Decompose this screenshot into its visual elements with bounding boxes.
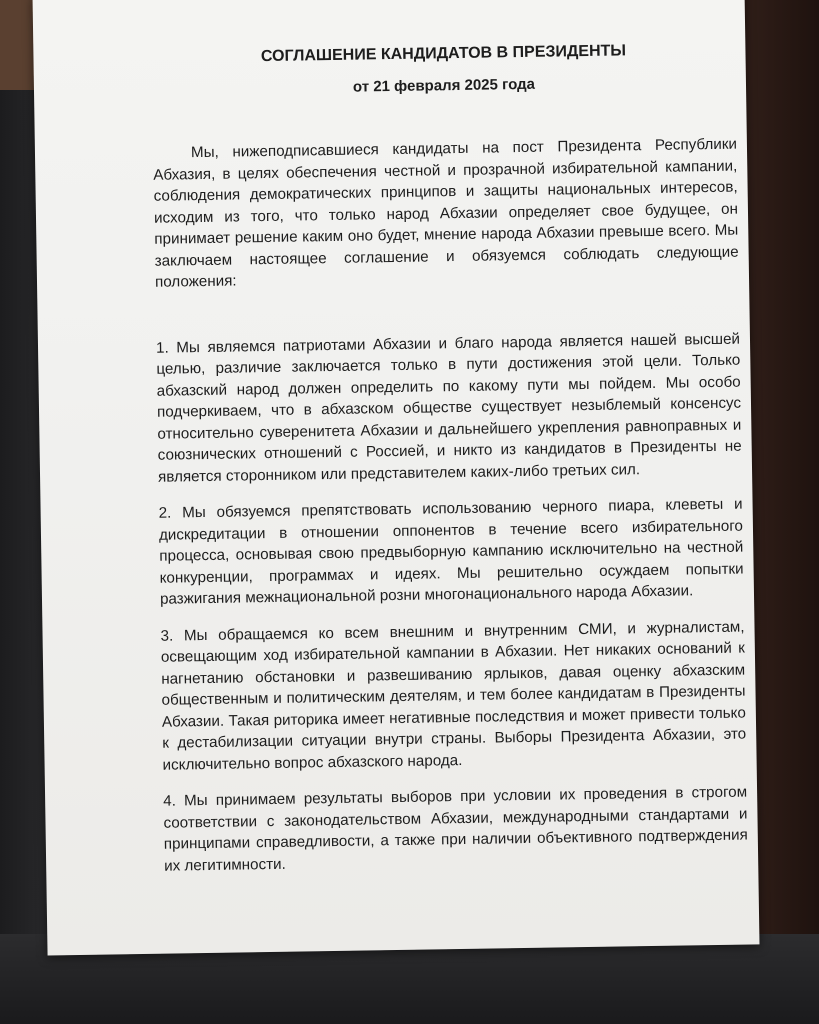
clause-1: 1. Мы являемся патриотами Абхазии и благо народа является нашей высшей целью, различие заключается только в пути достижения этой цели. Только абхазский народ должен определить по какому пути мы пойдем. Мы особо подчеркиваем, что в абхазском обществе существует незыблемый консенсус относительно суверенитета Абхазии и дальнейшего укрепления равноправных и союзнических отношений с Россией, и никто из кандидатов в Президенты не является сторонником или представителем каких-либо третьих сил. bbox=[155, 330, 742, 486]
document-date: от 21 февраля 2025 года bbox=[352, 75, 536, 96]
clause-3: 3. Мы обращаемся ко всем внешним и внутренним СМИ, и журналистам, освещающим ход избирательной кампании в Абхазии. Нет никаких оснований к нагнетанию обстановки и развешиванию ярлыков, давая оценку абхазским общественным и политическим деятелям, и тем более кандидатам в Президенты Абхазии. Такая риторика имеет негативные последствия и может привести только к дестабилизации ситуации внутри страны. Выборы Президента Абхазии, это исключительно вопрос абхазского народа. bbox=[160, 618, 747, 774]
clause-2: 2. Мы обязуемся препятствовать использованию черного пиара, клеветы и дискредитации в отношении оппонентов в течение всего избирательного процесса, основывая свою предвыборную кампанию исключительно на честной конкуренции, программах и идеях. Мы решительно осуждаем попытки разжигания межнациональной розни многонационального народа Абхазии. bbox=[158, 495, 744, 608]
paper-sheet bbox=[33, 0, 760, 956]
document-title: СОГЛАШЕНИЕ КАНДИДАТОВ В ПРЕЗИДЕНТЫ bbox=[260, 42, 627, 66]
document-intro: Мы, нижеподписавшиеся кандидаты на пост Президента Республики Абхазия, в целях обеспечения честной и прозрачной избирательной кампании, соблюдения демократических принципов и защиты национальных интересов, исходим из того, что только народ Абхазии определяет свое будущее, он принимает решение каким оно будет, мнение народа Абхазии превыше всего. Мы заключаем настоящее соглашение и обязуемся соблюдать следующие положения: bbox=[153, 135, 739, 291]
clause-4: 4. Мы принимаем результаты выборов при условии их проведения в строгом соответствии с законодательством Абхазии, международными стандартами и принципами справедливости, а также при наличии объективного подтверждения их легитимности. bbox=[163, 783, 748, 875]
document-body bbox=[151, 15, 748, 877]
